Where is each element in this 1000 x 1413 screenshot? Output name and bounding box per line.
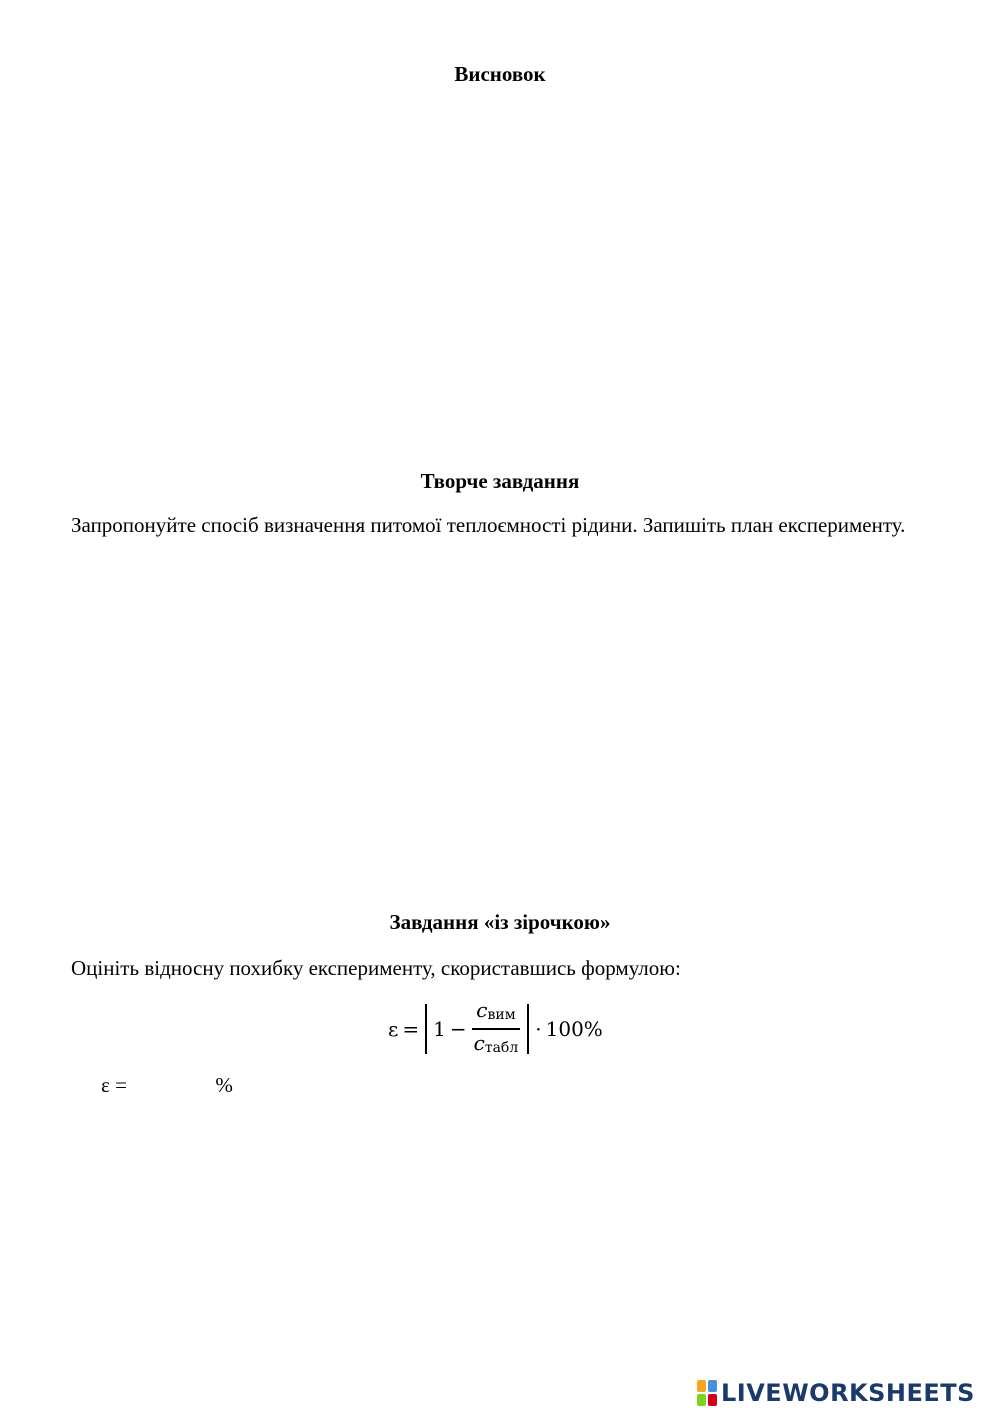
abs-bar-right xyxy=(527,1004,529,1054)
formula-factor: 100% xyxy=(545,1017,603,1041)
logo-square xyxy=(708,1380,717,1392)
star-task-text: Оцініть відносну похибку експерименту, скориставшись формулою: xyxy=(71,956,681,980)
formula-equals: = xyxy=(402,1017,420,1041)
logo-mark-icon xyxy=(697,1380,717,1406)
answer-line xyxy=(101,1071,233,1099)
numerator-var: c xyxy=(476,998,488,1023)
logo-square xyxy=(708,1394,717,1406)
liveworksheets-logo xyxy=(697,1375,975,1411)
logo-square xyxy=(697,1380,706,1392)
answer-label: ε = xyxy=(101,1073,127,1097)
denominator-sub: табл xyxy=(484,1039,519,1056)
formula-times: · xyxy=(535,1017,542,1041)
denominator-var: c xyxy=(473,1030,485,1055)
error-formula xyxy=(386,998,605,1060)
formula-lhs: ε xyxy=(388,1017,399,1041)
logo-square xyxy=(697,1394,706,1406)
logo-text: LIVEWORKSHEETS xyxy=(721,1379,975,1407)
abs-bar-left xyxy=(425,1004,427,1054)
formula-one: 1 xyxy=(433,1017,446,1041)
star-task-heading: Завдання «із зірочкою» xyxy=(389,910,611,934)
creative-task-heading: Творче завдання xyxy=(420,469,580,493)
fraction-denominator xyxy=(472,1032,521,1059)
fraction-numerator xyxy=(474,999,517,1026)
creative-task-text: Запропонуйте спосіб визначення питомої теплоємності рідини. Запишіть план експерименту. xyxy=(71,513,906,537)
formula-minus: − xyxy=(449,1017,467,1041)
answer-unit: % xyxy=(215,1073,233,1097)
fraction-line xyxy=(472,1028,521,1030)
conclusion-heading: Висновок xyxy=(454,62,546,86)
formula-fraction xyxy=(472,999,521,1059)
numerator-sub: вим xyxy=(487,1007,516,1024)
